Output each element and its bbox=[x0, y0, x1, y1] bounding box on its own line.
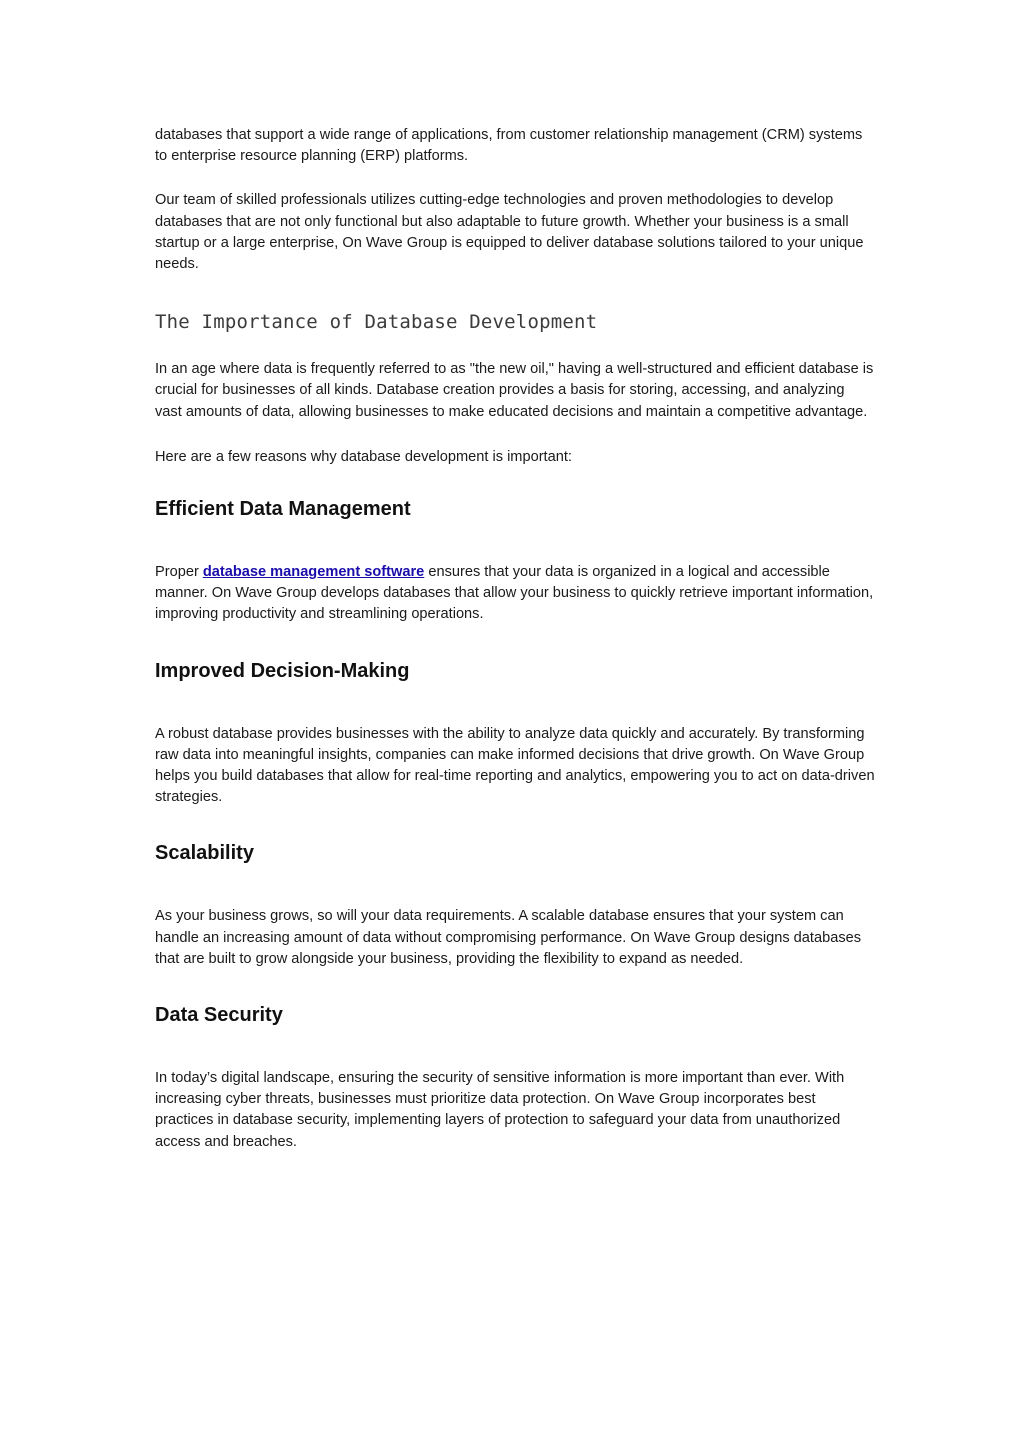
importance-paragraph-data-oil: In an age where data is frequently referred to as "the new oil," having a well-structured and efficient database is crucial for businesses of all kinds. Database creation provides a basis for storing, accessing, and analyzing vast amounts of data, allowing businesses to make educated decisions and maintain a competitive advantage. bbox=[155, 361, 874, 420]
heading-scalability: Scalability bbox=[155, 842, 254, 865]
paragraph-efficient-data-management bbox=[155, 562, 875, 626]
heading-data-security: Data Security bbox=[155, 1004, 283, 1027]
paragraph-data-security: In today’s digital landscape, ensuring the security of sensitive information is more important than ever. With increasing cyber threats, businesses must prioritize data protection. On Wave Group incorporates best practices in database security, implementing layers of protection to safeguard your data from unauthorized access and breaches. bbox=[155, 1070, 845, 1150]
paragraph-improved-decision-making: A robust database provides businesses with the ability to analyze data quickly and accurately. By transforming raw data into meaningful insights, companies can make informed decisions that drive growth. On Wave Group helps you build databases that allow for real-time reporting and analytics, empowering you to act on data-driven strategies. bbox=[155, 725, 875, 806]
heading-improved-decision-making: Improved Decision-Making bbox=[155, 659, 410, 682]
importance-section-title: The Importance of Database Development bbox=[155, 311, 598, 334]
intro-paragraph-team: Our team of skilled professionals utilizes cutting-edge technologies and proven methodologies to develop databases that are not only functional but also adaptable to future growth. Whether your business is a small startup or a large enterprise, On Wave Group is equipped to deliver database solutions tailored to your unique needs. bbox=[155, 192, 864, 273]
paragraph-scalability: As your business grows, so will your data requirements. A scalable database ensures that your system can handle an increasing amount of data without compromising performance. On Wave Group designs databases that are built to grow alongside your business, providing the flexibility to expand as needed. bbox=[155, 908, 862, 967]
intro-paragraph-crm-erp: databases that support a wide range of applications, from customer relationship management (CRM) systems to enterprise resource planning (ERP) platforms. bbox=[155, 127, 863, 165]
importance-paragraph-reasons: Here are a few reasons why database development is important: bbox=[155, 448, 572, 465]
efficient-prefix-text: Proper bbox=[155, 564, 203, 581]
heading-efficient-data-management: Efficient Data Management bbox=[155, 498, 411, 521]
efficient-suffix-text: ensures that your data is organized in a logical and accessible manner. On Wave Group develops databases that allow your business to quickly retrieve important information, improving productivity and streamlining operations. bbox=[155, 564, 874, 623]
database-management-software-link[interactable]: database management software bbox=[202, 564, 425, 581]
document-page bbox=[155, 125, 875, 1153]
